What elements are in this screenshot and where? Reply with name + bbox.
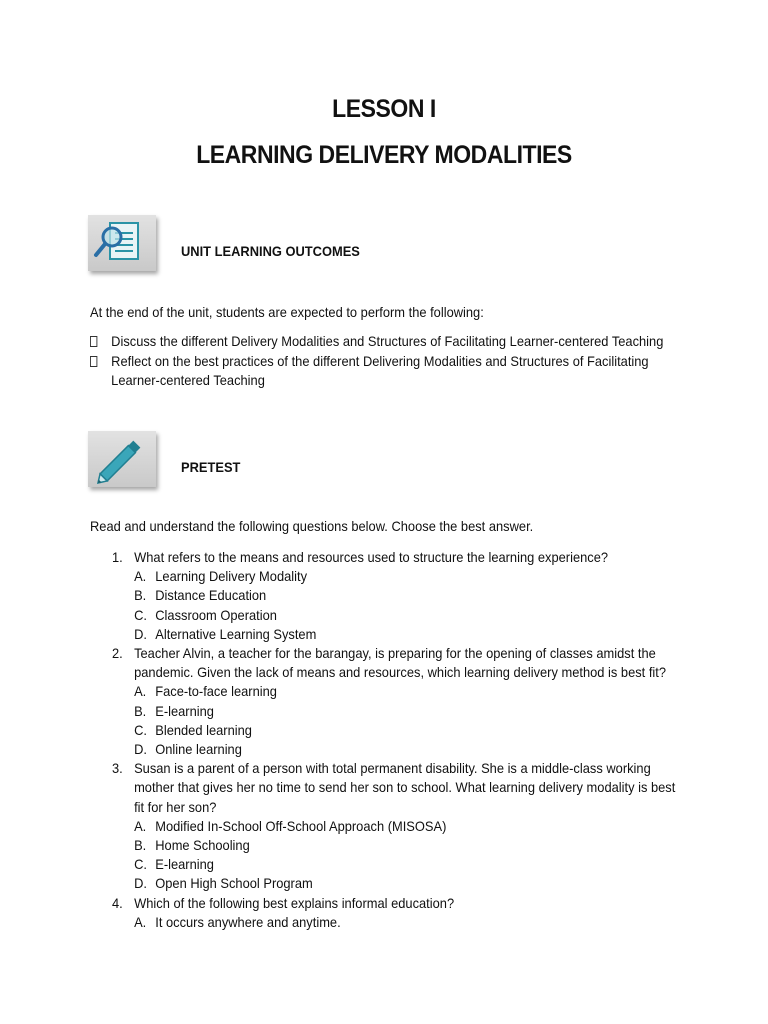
answer-option[interactable]	[134, 682, 677, 701]
outcomes-list	[90, 332, 710, 391]
pretest-instructions: Read and understand the following questions below. Choose the best answer.	[90, 518, 534, 534]
answer-option[interactable]	[134, 836, 677, 855]
question-number: 4.	[112, 894, 123, 911]
answer-option[interactable]	[134, 721, 677, 740]
checkbox-bullet-icon	[90, 336, 97, 347]
option-letter: B.	[134, 837, 147, 854]
option-list	[134, 817, 677, 894]
option-text: Home Schooling	[155, 837, 250, 854]
option-text: Online learning	[155, 741, 242, 758]
option-letter: D.	[134, 741, 147, 758]
question-number: 2.	[112, 645, 123, 662]
option-letter: B.	[134, 702, 147, 719]
question-item	[112, 548, 677, 644]
question-item	[112, 894, 677, 932]
answer-option[interactable]	[134, 625, 677, 644]
outcomes-heading: UNIT LEARNING OUTCOMES	[181, 243, 360, 259]
option-text: Blended learning	[155, 721, 252, 738]
list-item	[90, 352, 700, 391]
option-text: E-learning	[155, 856, 214, 873]
option-list	[134, 913, 677, 932]
question-text: Which of the following best explains informal education?	[134, 894, 455, 911]
checkbox-bullet-icon	[90, 356, 97, 367]
option-text: Classroom Operation	[155, 606, 277, 623]
outcome-text: Discuss the different Delivery Modalities and Structures of Facilitating Learner-centered Teaching	[111, 333, 664, 349]
answer-option[interactable]	[134, 817, 677, 836]
option-letter: C.	[134, 606, 147, 623]
answer-option[interactable]	[134, 740, 677, 759]
answer-option[interactable]	[134, 702, 677, 721]
list-item	[90, 332, 700, 352]
option-letter: A.	[134, 683, 147, 700]
answer-option[interactable]	[134, 606, 677, 625]
option-letter: A.	[134, 817, 147, 834]
question-item	[112, 759, 677, 893]
question-number: 1.	[112, 549, 123, 565]
option-text: Distance Education	[155, 587, 267, 604]
option-letter: A.	[134, 913, 147, 930]
question-text: What refers to the means and resources used to structure the learning experience?	[134, 549, 609, 565]
option-text: Modified In-School Off-School Approach (MISOSA)	[155, 817, 447, 834]
pencil-icon	[88, 431, 156, 487]
outcomes-intro: At the end of the unit, students are expected to perform the following:	[90, 304, 484, 320]
option-text: It occurs anywhere and anytime.	[155, 913, 341, 930]
option-letter: A.	[134, 568, 147, 585]
option-letter: C.	[134, 856, 147, 873]
option-text: Learning Delivery Modality	[155, 568, 308, 585]
option-text: Face-to-face learning	[155, 683, 277, 700]
answer-option[interactable]	[134, 586, 677, 605]
question-text: Teacher Alvin, a teacher for the barangay, is preparing for the opening of classes amidst the pandemic. Given the lack of means and resources, which learning delivery method is best fit?	[134, 645, 667, 681]
answer-option[interactable]	[134, 874, 677, 893]
option-text: E-learning	[155, 702, 214, 719]
option-letter: D.	[134, 625, 147, 642]
option-text: Open High School Program	[155, 875, 313, 892]
pretest-heading: PRETEST	[181, 459, 241, 475]
document-magnifier-icon	[88, 215, 156, 271]
option-letter: C.	[134, 721, 147, 738]
option-letter: D.	[134, 875, 147, 892]
option-list	[134, 682, 677, 759]
answer-option[interactable]	[134, 855, 677, 874]
answer-option[interactable]	[134, 913, 677, 932]
question-list	[112, 548, 712, 932]
option-text: Alternative Learning System	[155, 625, 317, 642]
question-number: 3.	[112, 760, 123, 777]
answer-option[interactable]	[134, 567, 677, 586]
option-list	[134, 567, 677, 644]
lesson-number: LESSON I	[332, 95, 436, 123]
outcome-text: Reflect on the best practices of the different Delivering Modalities and Structures of Facilitating Learner-centered Teaching	[111, 352, 649, 388]
lesson-title: LEARNING DELIVERY MODALITIES	[196, 141, 572, 169]
option-letter: B.	[134, 587, 147, 604]
question-item	[112, 644, 677, 759]
question-text: Susan is a parent of a person with total permanent disability. She is a middle-class working mother that gives her no time to send her son to school. What learning delivery modality is best fit for her son?	[134, 760, 676, 815]
